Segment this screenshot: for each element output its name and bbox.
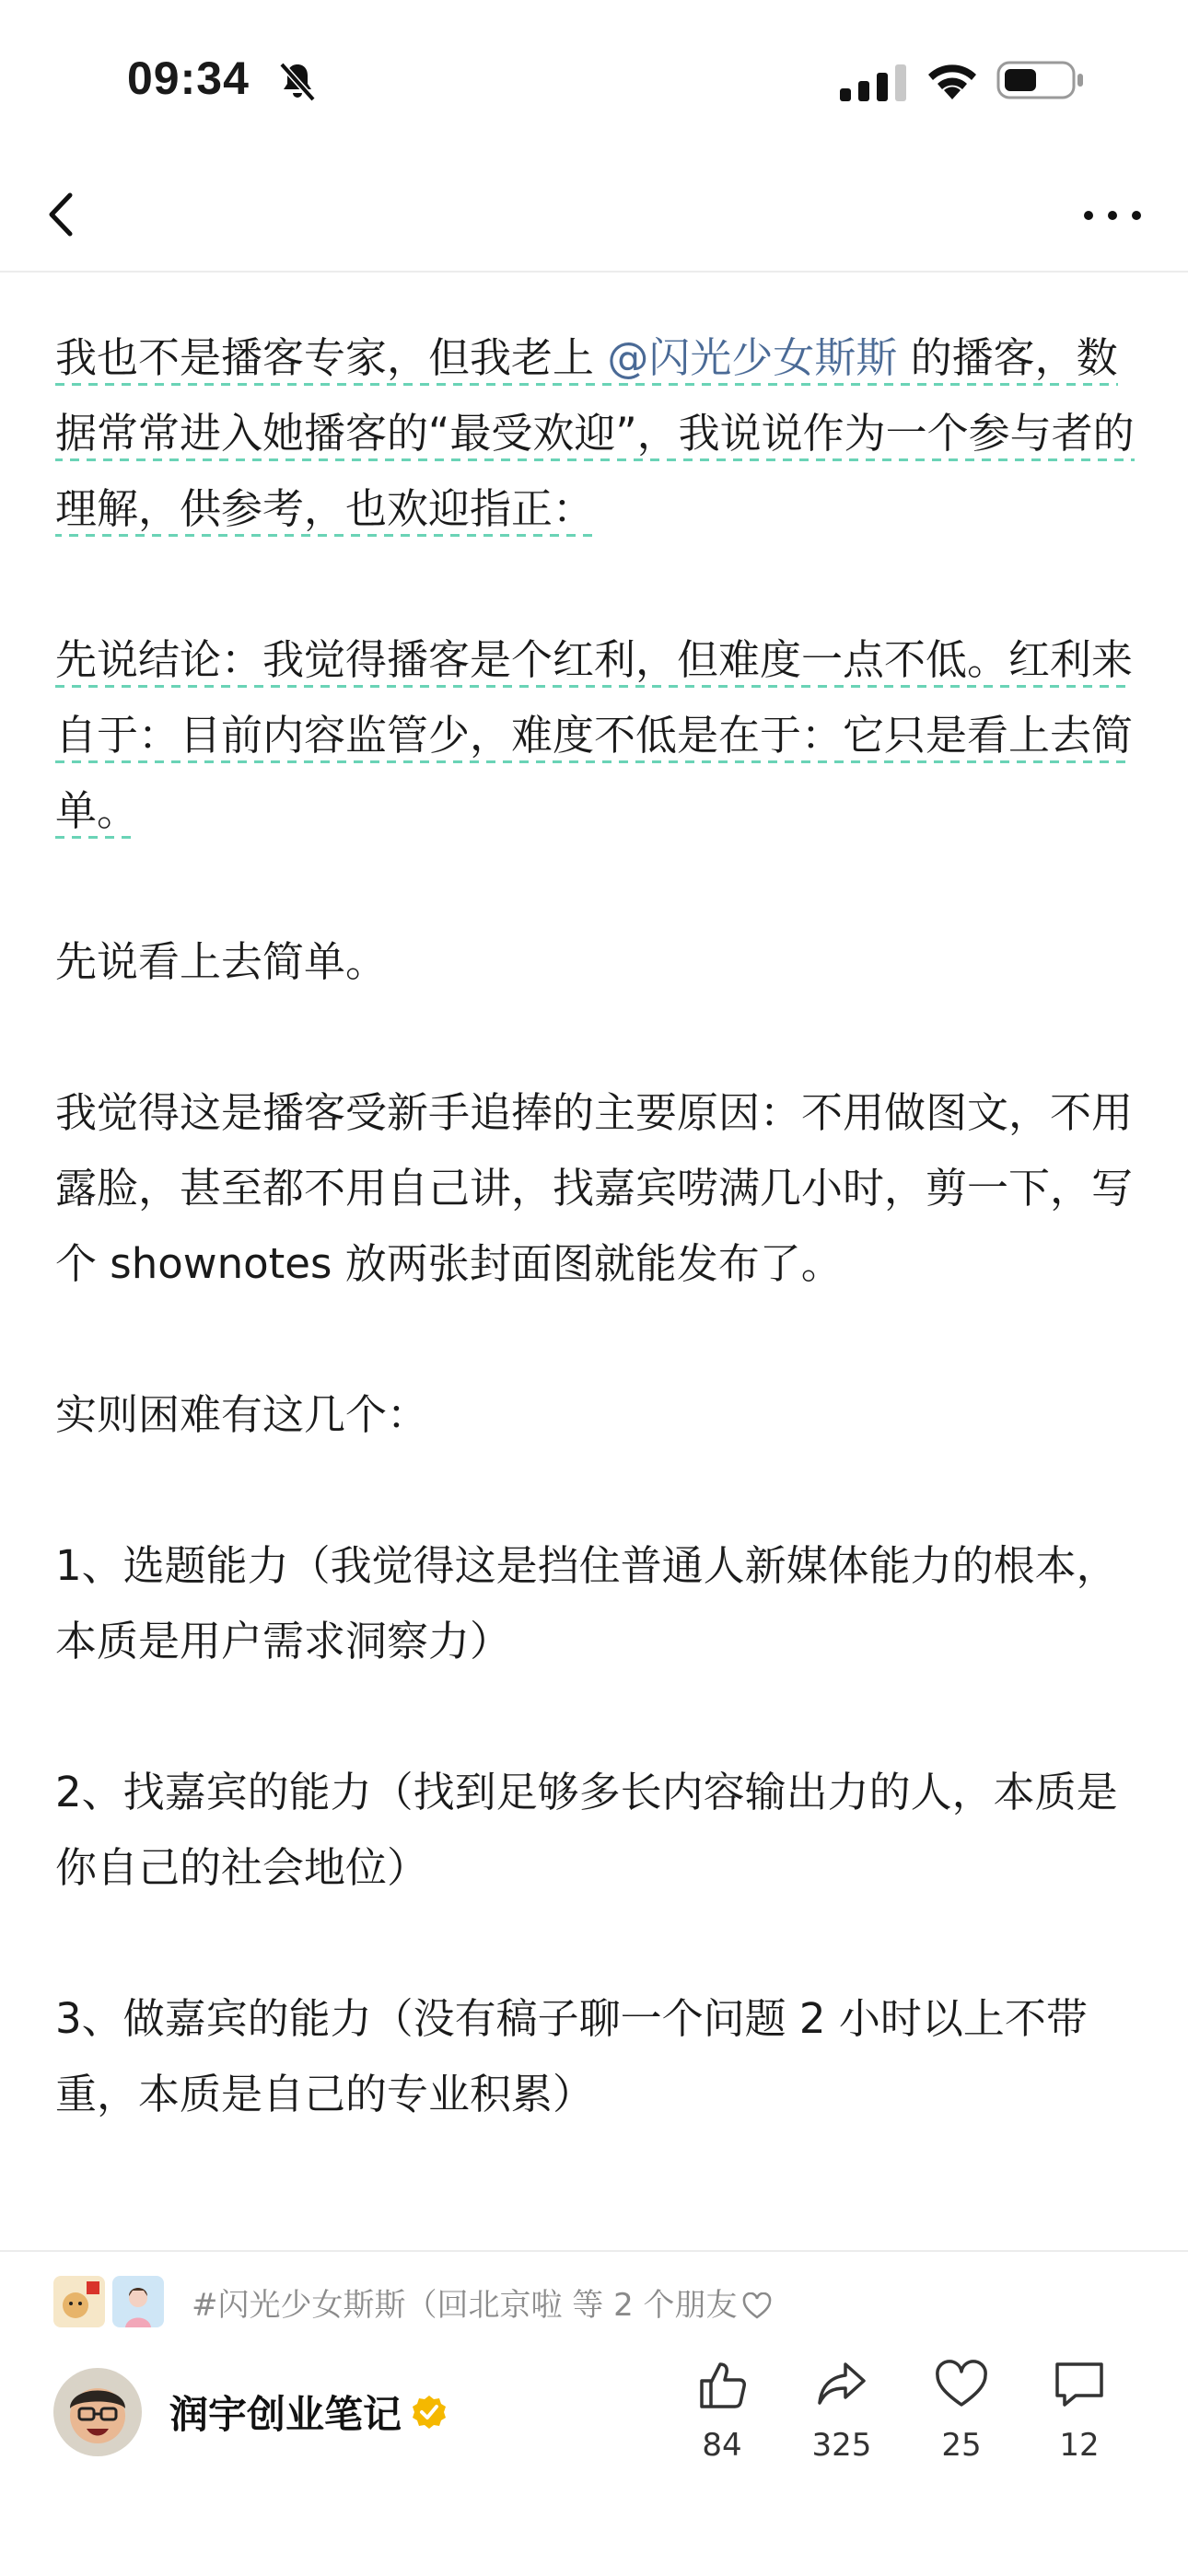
post-paragraph: 我觉得这是播客受新手追捧的主要原因：不用做图文，不用露脸，甚至都不用自己讲，找嘉宾唠满几小时，剪一下，写个 shownotes 放两张封面图就能发布了。 [55,1088,1134,1288]
post-paragraph-conclusion [55,622,1142,849]
post-text: 先说结论：我觉得播客是个红利，但难度一点不低。红利来自于：目前内容监管少，难度不低是在于：它只是看上去简单。 [55,635,1133,839]
likers-text [192,2280,773,2325]
mention-link[interactable]: @闪光少女斯斯 [607,333,898,382]
post-paragraph: 2、找嘉宾的能力（找到足够多长内容输出力的人，本质是你自己的社会地位） [55,1768,1118,1892]
post-paragraph: 3、做嘉宾的能力（没有稿子聊一个问题 2 小时以上不带重，本质是自己的专业积累） [55,1994,1088,2118]
nav-bar [0,157,1188,273]
post-content [55,320,1142,2208]
share-count: 325 [811,2427,872,2464]
status-time: 09:34 [127,52,250,104]
like-button[interactable] [676,2355,768,2464]
post-text: 的播客，数据常常进入她播客的“最受欢迎”，我说说作为一个参与者的理解，供参考，也欢迎指正： [55,333,1135,533]
author-block[interactable] [53,2368,448,2456]
verified-badge-icon [411,2394,448,2431]
chevron-left-icon[interactable] [37,180,101,249]
status-bar [0,0,1188,157]
thumbs-up-icon [693,2355,751,2414]
liker-avatar [112,2276,164,2327]
comment-count: 12 [1059,2427,1100,2464]
author-name[interactable]: 润宇创业笔记 [169,2392,402,2437]
post-footer [0,2250,1188,2576]
battery-icon [996,59,1085,101]
cellular-signal-icon [840,64,906,101]
favorite-button[interactable] [915,2355,1007,2464]
post-paragraph: 先说看上去简单。 [55,937,388,986]
likers-label: #闪光少女斯斯（回北京啦 等 2 个朋友 [192,2286,738,2324]
author-avatar[interactable] [53,2368,142,2456]
share-button[interactable] [796,2355,888,2464]
bell-slash-icon [274,59,320,105]
likers-row[interactable] [53,2274,773,2329]
heart-icon [932,2355,991,2414]
post-paragraph-intro [55,320,1142,547]
post-paragraph: 1、选题能力（我觉得这是挡住普通人新媒体能力的根本，本质是用户需求洞察力） [55,1541,1118,1665]
post-paragraph: 实则困难有这几个： [55,1390,429,1439]
share-arrow-icon [812,2355,871,2414]
wifi-icon [925,59,980,101]
heart-outline-icon [741,2292,773,2320]
more-dots-icon[interactable] [1076,180,1149,249]
comment-bubble-icon [1050,2355,1109,2414]
like-count: 84 [702,2427,742,2464]
favorite-count: 25 [941,2427,982,2464]
liker-avatar [53,2276,105,2327]
post-text: 我也不是播客专家，但我老上 [55,333,608,382]
comment-button[interactable] [1033,2355,1125,2464]
